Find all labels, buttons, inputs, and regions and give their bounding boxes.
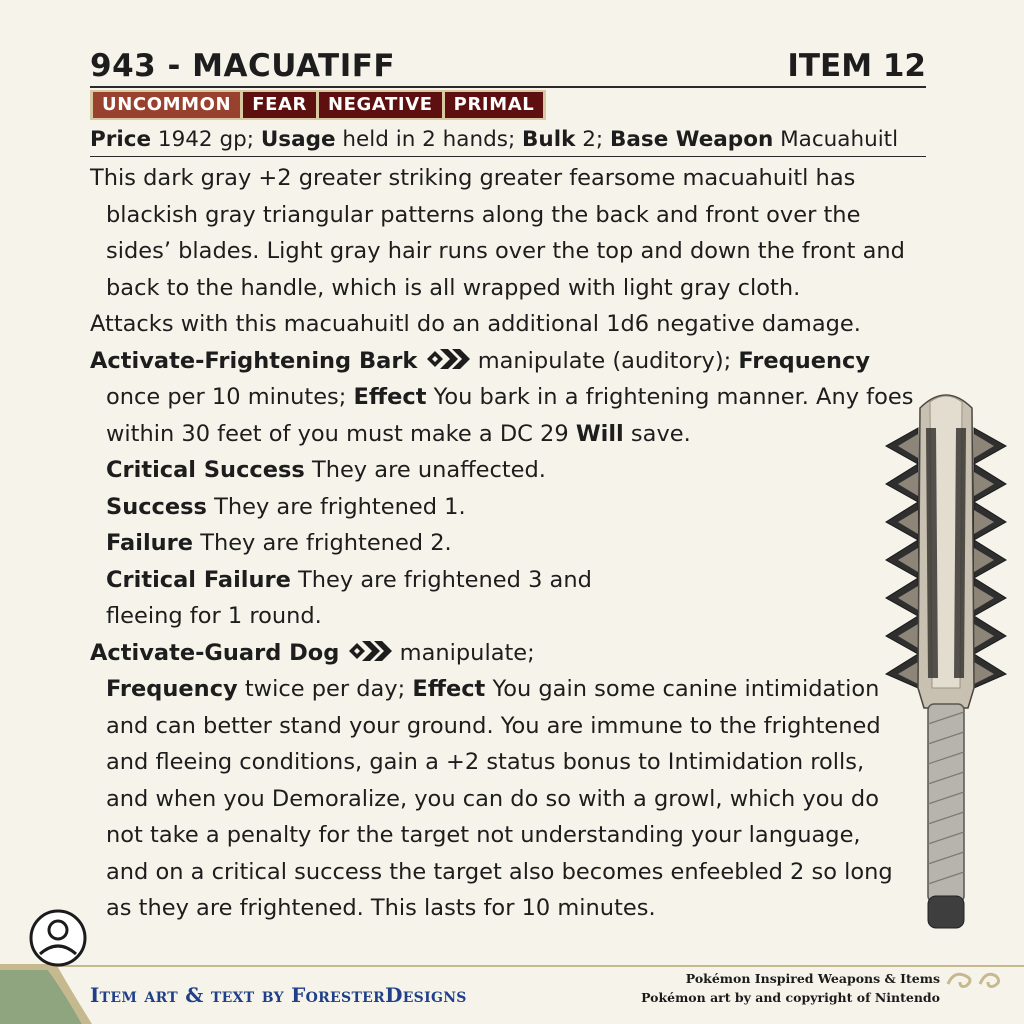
activation2-frequency-value: twice per day; bbox=[237, 676, 413, 702]
outcome-label: Critical Failure bbox=[106, 566, 291, 593]
will-save-label: Will bbox=[575, 420, 624, 447]
outcome-critical-failure bbox=[90, 562, 920, 599]
will-save-suffix: save. bbox=[623, 420, 691, 447]
activation1-frequency-label: Frequency bbox=[738, 347, 871, 374]
forester-designs-logo-icon bbox=[28, 908, 88, 968]
description-extra: Attacks with this macuahuitl do an additional 1d6 negative damage. bbox=[90, 311, 861, 337]
outcome-label: Success bbox=[106, 493, 207, 520]
trait-fear: FEAR bbox=[243, 92, 319, 118]
bulk-label: Bulk bbox=[522, 127, 576, 152]
base-weapon-label: Base Weapon bbox=[610, 127, 774, 152]
activation1-traits: manipulate (auditory); bbox=[470, 347, 739, 374]
copyright-credit: Pokémon art by and copyright of Nintendo bbox=[641, 990, 940, 1005]
two-actions-icon bbox=[425, 347, 471, 371]
author-credit: Item art & text by ForesterDesigns bbox=[90, 983, 467, 1007]
outcome-critical-failure-cont: fleeing for 1 round. bbox=[106, 603, 322, 629]
outcome-label: Failure bbox=[106, 530, 194, 556]
item-header bbox=[90, 48, 926, 88]
stats-line bbox=[90, 124, 926, 157]
activation2-name: Activate-Guard Dog bbox=[90, 639, 340, 666]
outcome-text: They are frightened 2. bbox=[193, 530, 452, 556]
outcome-text: They are unaffected. bbox=[304, 457, 546, 483]
price-value: 1942 gp; bbox=[151, 127, 261, 152]
activation-guard-dog-title bbox=[90, 635, 920, 672]
outcome-failure bbox=[90, 525, 920, 562]
description-main: This dark gray +2 greater striking greater fearsome macuahuitl has blackish gray triangular patterns along the back and front over the sides’ blades. Light gray hair runs over the top and down the front and back to the handle, which is all wrapped with light gray cloth. bbox=[90, 165, 905, 301]
activation1-frequency-value: once per 10 minutes; bbox=[106, 384, 354, 410]
activation1-effect-label: Effect bbox=[353, 384, 427, 410]
activation2-traits: manipulate; bbox=[392, 639, 535, 666]
activation2-frequency-label: Frequency bbox=[106, 676, 238, 702]
base-weapon-value: Macuahuitl bbox=[773, 127, 899, 152]
outcome-success bbox=[90, 489, 920, 526]
outcome-text: They are frightened 1. bbox=[206, 493, 466, 520]
activation-frightening-bark bbox=[90, 343, 920, 453]
activation2-effect-label: Effect bbox=[412, 676, 486, 702]
item-level: ITEM 12 bbox=[787, 48, 926, 84]
outcome-label: Critical Success bbox=[106, 457, 305, 483]
usage-value: held in 2 hands; bbox=[335, 127, 523, 152]
activation-guard-dog-body bbox=[90, 671, 896, 927]
item-body bbox=[90, 160, 920, 927]
activation1-name: Activate-Frightening Bark bbox=[90, 347, 418, 374]
outcome-text: They are frightened 3 and bbox=[290, 566, 592, 593]
activation1-effect-value: You bark in a frightening manner. Any foes within 30 feet of you must make a DC 29 bbox=[106, 384, 914, 447]
two-actions-icon bbox=[347, 639, 393, 663]
bulk-value: 2; bbox=[575, 127, 610, 152]
trait-negative: NEGATIVE bbox=[319, 92, 445, 118]
decorative-swirl-icon bbox=[944, 966, 1004, 996]
usage-label: Usage bbox=[260, 127, 336, 152]
trait-primal: PRIMAL bbox=[445, 92, 544, 118]
outcome-critical-success bbox=[90, 452, 920, 489]
price-label: Price bbox=[90, 127, 152, 152]
macuahuitl-weapon-illustration bbox=[876, 388, 1016, 936]
trait-uncommon: UNCOMMON bbox=[93, 92, 243, 118]
activation2-effect-value: You gain some canine intimidation and can better stand your ground. You are immune to the frightened and fleeing conditions, gain a +2 status bonus to Intimidation rolls, and when you Demoralize, you can do so with a growl, which you do not take a penalty for the target not understanding your language, and on a critical success the target also becomes enfeebled 2 so long as they are frightened. This lasts for 10 minutes. bbox=[106, 676, 893, 921]
trait-list bbox=[90, 90, 546, 120]
weapon-pommel bbox=[928, 896, 964, 928]
series-credit: Pokémon Inspired Weapons & Items bbox=[685, 971, 940, 986]
item-title: 943 - MACUATIFF bbox=[90, 48, 396, 84]
